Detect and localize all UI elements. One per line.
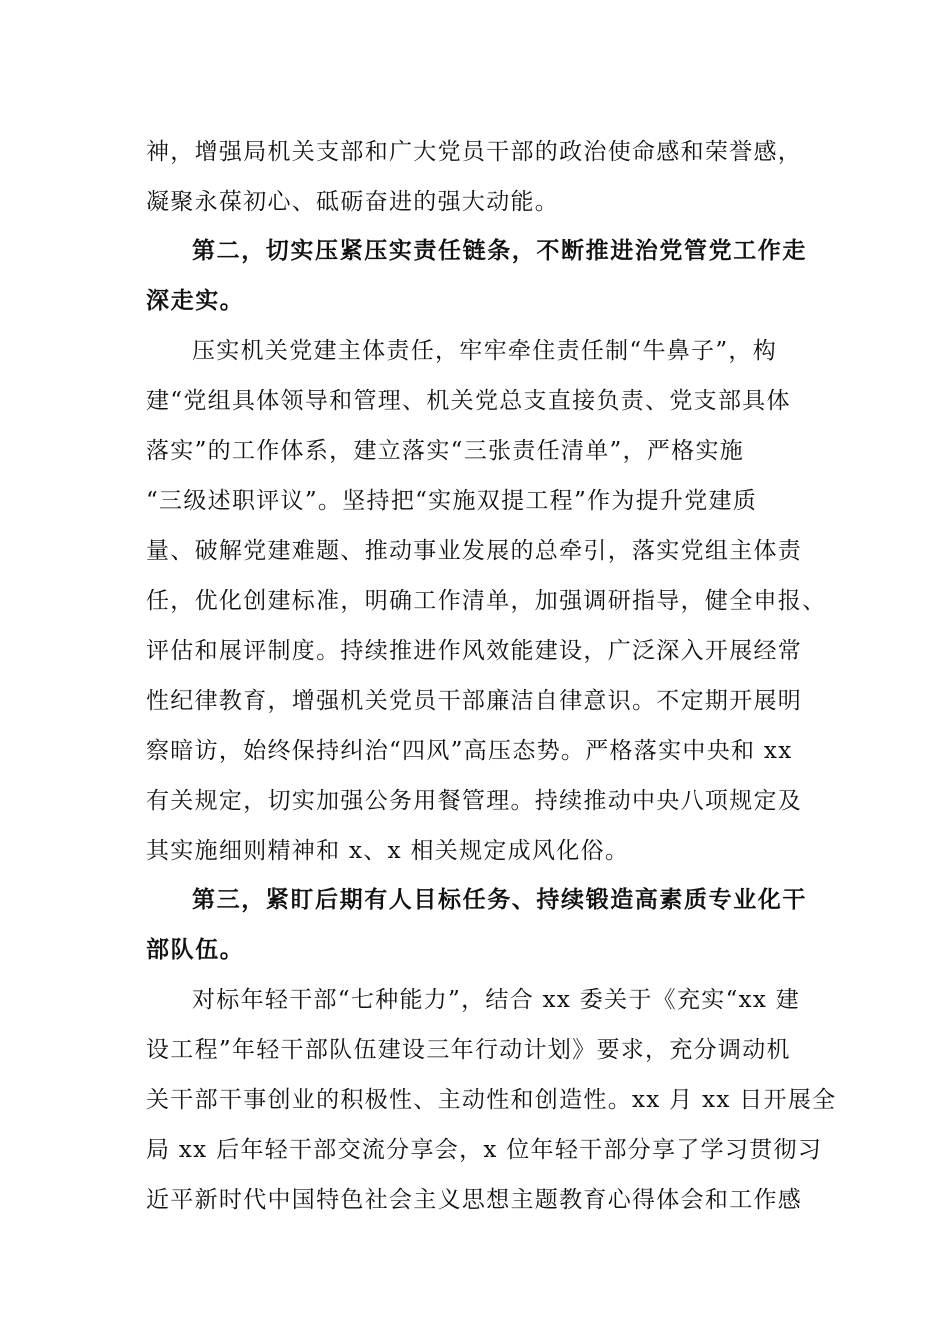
- paragraph-line: 近平新时代中国特色社会主义思想主题教育心得体会和工作感: [146, 1187, 803, 1213]
- paragraph-line: 有关规定，切实加强公务用餐管理。持续推动中央八项规定及: [146, 788, 803, 814]
- paragraph-line: 建“党组具体领导和管理、机关党总支直接负责、党支部具体: [146, 388, 791, 414]
- paragraph-line: 任，优化创建标准，明确工作清单，加强调研指导，健全申报、: [146, 588, 827, 614]
- paragraph-line: 性纪律教育，增强机关党员干部廉洁自律意识。不定期开展明: [146, 688, 803, 714]
- paragraph-line: 凝聚永葆初心、砥砺奋进的强大动能。: [146, 189, 560, 215]
- paragraph-line: 神，增强局机关支部和广大党员干部的政治使命感和荣誉感，: [146, 139, 803, 165]
- paragraph-line: 设工程”年轻干部队伍建设三年行动计划》要求，充分调动机: [146, 1037, 791, 1063]
- section-heading-line: 部队伍。: [146, 936, 245, 963]
- paragraph-line: 对标年轻干部“七种能力”，结合 xx 委关于《充实“xx 建: [192, 987, 801, 1013]
- paragraph-line: 评估和展评制度。持续推进作风效能建设，广泛深入开展经常: [146, 638, 803, 664]
- paragraph-line: 察暗访，始终保持纠治“四风”高压态势。严格落实中央和 xx: [146, 738, 793, 764]
- section-heading-line: 深走实。: [146, 287, 245, 314]
- paragraph-line: 量、破解党建难题、推动事业发展的总牵引，落实党组主体责: [146, 538, 803, 564]
- section-heading-line: 第三，紧盯后期有人目标任务、持续锻造高素质专业化干: [192, 886, 807, 913]
- paragraph-line: 落实”的工作体系，建立落实“三张责任清单”，严格实施: [146, 438, 745, 464]
- paragraph-line: 关干部干事创业的积极性、主动性和创造性。xx 月 xx 日开展全: [146, 1087, 837, 1113]
- paragraph-line: 其实施细则精神和 x、x 相关规定成风化俗。: [146, 838, 630, 864]
- section-heading-line: 第二，切实压紧压实责任链条，不断推进治党管党工作走: [192, 237, 807, 264]
- paragraph-line: “三级述职评议”。坚持把“实施双提工程”作为提升党建质: [146, 488, 758, 514]
- paragraph-line: 压实机关党建主体责任，牢牢牵住责任制“牛鼻子”，构: [192, 338, 778, 364]
- paragraph-line: 局 xx 后年轻干部交流分享会，x 位年轻干部分享了学习贯彻习: [146, 1137, 823, 1163]
